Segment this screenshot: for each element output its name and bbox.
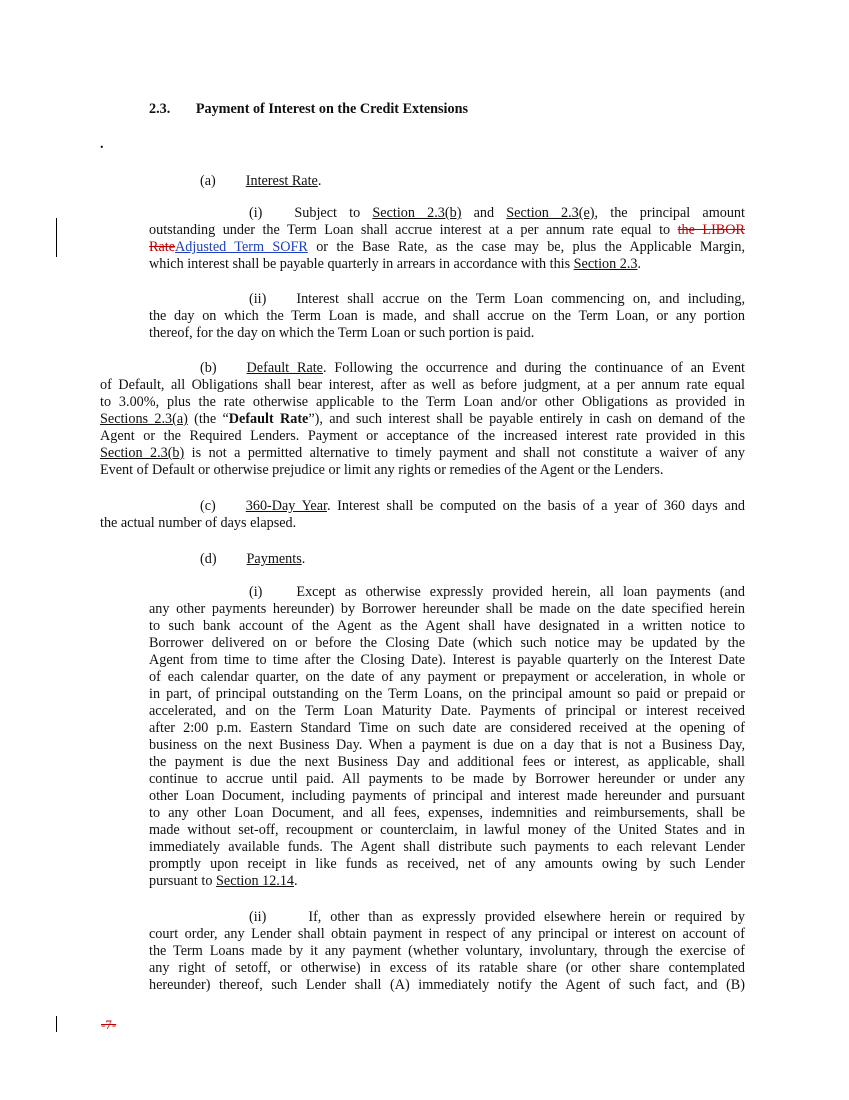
subsection-a-title: Interest Rate: [245, 173, 318, 189]
d-i-line: immediately available funds. The Agent shall distribute such payments to each relevant Lender: [149, 839, 745, 855]
d-i-line: to any other Loan Document, and all fees, expenses, indemnities and reimbursements, shall be: [149, 805, 745, 821]
d-ii-line: hereunder) thereof, such Lender shall (A) immediately notify the Agent of such fact, and (B): [149, 977, 745, 993]
d-i-line: promptly upon receipt in like funds as received, net of any amounts owing by such Lender: [149, 856, 745, 872]
d-i-line: to such bank account of the Agent as the Agent shall have designated in a written notice to: [149, 618, 745, 634]
c-line-2: the actual number of days elapsed.: [100, 515, 297, 531]
subsection-d-heading: (d) Payments.: [200, 551, 306, 567]
a-i-line-1: (i) Subject to Section 2.3(b) and Section 2.3(e), the principal amount: [249, 205, 745, 221]
ref-section-2-3-b-2[interactable]: Section 2.3(b): [100, 445, 185, 461]
subsection-a-label: (a): [200, 173, 216, 189]
ref-section-12-14[interactable]: Section 12.14: [216, 873, 295, 889]
d-i-line: business on the next Business Day. When a payment is due on a day that is not a Business Day,: [149, 737, 745, 753]
section-heading: [149, 101, 468, 118]
subsection-b-label: (b): [200, 360, 217, 376]
b-line-6: Section 2.3(b) is not a permitted alternative to timely payment and shall not constitute a waiver of any: [100, 445, 745, 461]
change-bar: [56, 218, 57, 257]
d-i-line: of each calendar quarter, on the date of any payment or prepayment or acceleration, in whole or: [149, 669, 745, 685]
inserted-text: Adjusted Term SOFR: [175, 239, 308, 255]
b-line-7: Event of Default or otherwise prejudice or limit any rights or remedies of the Agent or the Lenders.: [100, 462, 664, 478]
a-ii-line-3: thereof, for the day on which the Term Loan or such portion is paid.: [149, 325, 535, 341]
ref-section-2-3-e[interactable]: Section 2.3(e): [506, 205, 595, 221]
subsection-d-label: (d): [200, 551, 217, 567]
a-i-line-4: which interest shall be payable quarterly in arrears in accordance with this Section 2.3.: [149, 256, 642, 272]
d-i-line: other Loan Document, including payments of principal and interest made hereunder and pursuant: [149, 788, 745, 804]
d-i-line: accelerated, and on the Term Loan Maturity Date. Payments of principal or interest received: [149, 703, 745, 719]
subsection-b-title: Default Rate: [246, 360, 323, 376]
b-line-4: Sections 2.3(a) (the “Default Rate”), and such interest shall be payable entirely in cash on demand of the: [100, 411, 746, 427]
stray-dot: .: [100, 136, 104, 152]
deleted-text: Rate: [149, 239, 175, 255]
d-i-line: any other payments hereunder) by Borrower hereunder shall be made on the date specified herein: [149, 601, 745, 617]
a-ii-line-2: the day on which the Term Loan is made, and shall accrue on the Term Loan, or any portion: [149, 308, 745, 324]
subsection-d-title: Payments: [246, 551, 302, 567]
a-ii-line-1: (ii) Interest shall accrue on the Term Loan commencing on, and including,: [249, 291, 745, 307]
defined-term: Default Rate: [228, 411, 309, 427]
d-i-line: in part, of principal outstanding on the Term Loans, on the principal amount so paid or prepaid or: [149, 686, 745, 702]
section-title: Payment of Interest on the Credit Extensions: [195, 101, 469, 117]
d-i-line: Borrower delivered on or before the Closing Date (which such notice may be updated by the: [149, 635, 745, 651]
subsection-c-title: 360-Day Year: [245, 498, 327, 514]
deleted-text: the LIBOR: [677, 222, 745, 238]
subsection-c-label: (c): [200, 498, 216, 514]
b-line-5: Agent or the Required Lenders. Payment or acceptance of the increased interest rate provided in this: [100, 428, 745, 444]
subsection-a-heading: (a) Interest Rate.: [200, 173, 322, 189]
b-line-1: (b) Default Rate. Following the occurrence and during the continuance of an Event: [200, 360, 745, 376]
ref-section-2-3-b[interactable]: Section 2.3(b): [372, 205, 462, 221]
d-i-line: after 2:00 p.m. Eastern Standard Time on such date are considered received at the opening of: [149, 720, 745, 736]
d-i-line: Agent from time to time after the Closing Date). Interest is payable quarterly on the Interest Date: [149, 652, 745, 668]
d-ii-line: the Term Loans made by it any payment (whether voluntary, involuntary, through the exercise of: [149, 943, 745, 959]
d-ii-line: any right of setoff, or otherwise) in excess of its ratable share (or other share contemplated: [149, 960, 745, 976]
d-i-line: made without set-off, recoupment or counterclaim, in lawful money of the United States and in: [149, 822, 745, 838]
b-line-2: of Default, all Obligations shall bear interest, after as well as before judgment, at a per annum rate equal: [100, 377, 745, 393]
c-line-1: (c) 360-Day Year. Interest shall be computed on the basis of a year of 360 days and: [200, 498, 746, 514]
ref-sections-2-3-a[interactable]: Sections 2.3(a): [100, 411, 188, 427]
d-i-line: continue to accrue until paid. All payments to be made by Borrower hereunder or under any: [149, 771, 745, 787]
change-bar-footer: [56, 1016, 57, 1032]
section-number: 2.3.: [149, 101, 171, 117]
d-i-line-last: pursuant to Section 12.14.: [149, 873, 298, 889]
page-number: -7-: [101, 1017, 117, 1032]
a-i-line-2: outstanding under the Term Loan shall accrue interest at a per annum rate equal to the LIBOR: [149, 222, 745, 238]
d-i-line: the payment is due the next Business Day and additional fees or interest, as applicable, shall: [149, 754, 745, 770]
d-ii-line-1: (ii) If, other than as expressly provided elsewhere herein or required by: [249, 909, 745, 925]
ref-section-2-3[interactable]: Section 2.3: [573, 256, 638, 272]
d-ii-line: court order, any Lender shall obtain payment in respect of any principal or interest on account of: [149, 926, 745, 942]
b-line-3: to 3.00%, plus the rate otherwise applicable to the Term Loan and/or other Obligations as provided in: [100, 394, 745, 410]
a-i-line-3: RateAdjusted Term SOFR or the Base Rate, as the case may be, plus the Applicable Margin,: [149, 239, 745, 255]
d-i-line-1: (i) Except as otherwise expressly provided herein, all loan payments (and: [249, 584, 745, 600]
